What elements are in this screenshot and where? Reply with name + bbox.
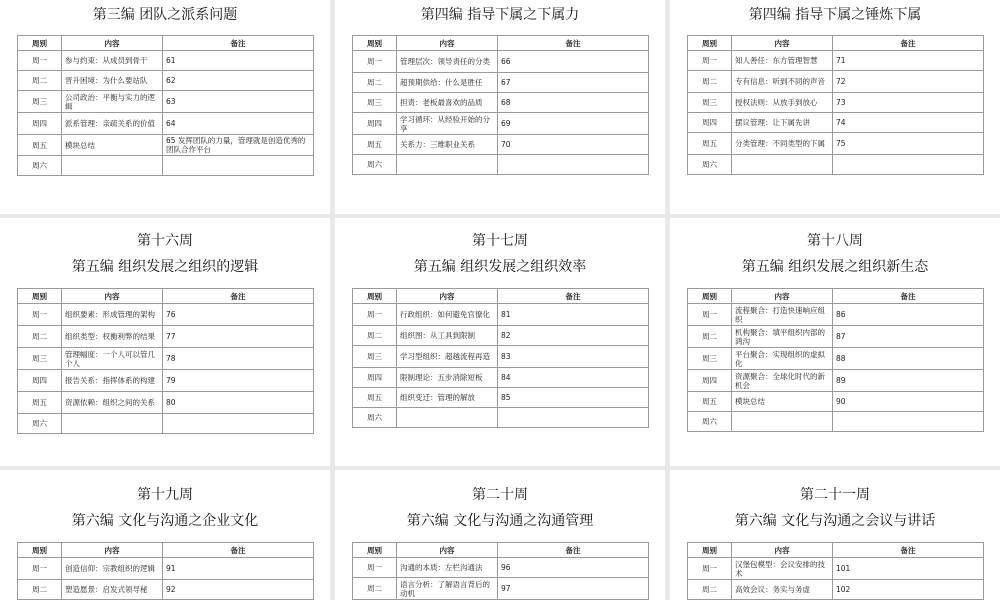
card-title: 第五编 组织发展之组织新生态 bbox=[741, 259, 929, 275]
table-row bbox=[353, 304, 649, 326]
header-note: 备注 bbox=[498, 289, 649, 304]
note-cell: 78 bbox=[163, 348, 314, 370]
note-cell: 64 bbox=[163, 113, 314, 135]
table-header-row bbox=[353, 36, 649, 51]
content-cell: 高效会议：务实与务虚 bbox=[732, 580, 833, 600]
content-cell: 专有信息：听到不同的声音 bbox=[732, 71, 833, 93]
header-content: 内容 bbox=[62, 543, 163, 558]
table-row bbox=[353, 73, 649, 93]
day-cell: 周二 bbox=[353, 578, 397, 600]
table-row bbox=[353, 408, 649, 428]
content-cell: 模块总结 bbox=[62, 135, 163, 156]
note-cell: 76 bbox=[163, 304, 314, 326]
table-row bbox=[353, 326, 649, 346]
table-row bbox=[18, 135, 314, 156]
content-cell: 担责：老板最喜欢的品质 bbox=[397, 93, 498, 113]
day-cell: 周一 bbox=[18, 51, 62, 71]
note-cell: 96 bbox=[498, 558, 649, 578]
header-note: 备注 bbox=[833, 36, 984, 51]
table-row bbox=[18, 51, 314, 71]
day-cell: 周三 bbox=[688, 93, 732, 113]
card-title: 第三编 团队之派系问题 bbox=[92, 7, 238, 23]
content-cell: 管理幅度：一个人可以管几个人 bbox=[62, 348, 163, 370]
table-row bbox=[18, 71, 314, 91]
table-row bbox=[18, 304, 314, 326]
day-cell: 周二 bbox=[353, 73, 397, 93]
content-cell: 资源聚合：全球化时代的新机会 bbox=[732, 370, 833, 392]
header-content: 内容 bbox=[732, 543, 833, 558]
day-cell: 周二 bbox=[688, 71, 732, 93]
content-cell: 资源依赖：组织之间的关系 bbox=[62, 392, 163, 414]
note-cell: 62 bbox=[163, 71, 314, 91]
card-title: 第四编 指导下属之锤炼下属 bbox=[748, 7, 922, 23]
table-row bbox=[18, 392, 314, 414]
day-cell: 周一 bbox=[688, 51, 732, 71]
header-day: 周别 bbox=[353, 289, 397, 304]
schedule-table bbox=[687, 288, 984, 432]
day-cell: 周三 bbox=[18, 348, 62, 370]
table-row bbox=[688, 304, 984, 326]
note-cell: 90 bbox=[833, 392, 984, 412]
day-cell: 周六 bbox=[688, 155, 732, 175]
day-cell: 周二 bbox=[688, 326, 732, 348]
note-cell: 89 bbox=[833, 370, 984, 392]
day-cell: 周二 bbox=[18, 326, 62, 348]
day-cell: 周六 bbox=[688, 412, 732, 432]
header-day: 周别 bbox=[353, 543, 397, 558]
day-cell: 周五 bbox=[353, 388, 397, 408]
note-cell: 66 bbox=[498, 51, 649, 73]
card-title: 第五编 组织发展之组织的逻辑 bbox=[71, 259, 259, 275]
table-row bbox=[688, 412, 984, 432]
day-cell: 周一 bbox=[18, 304, 62, 326]
table-header-row bbox=[353, 289, 649, 304]
content-cell: 管理层次：领导责任的分类 bbox=[397, 51, 498, 73]
note-cell: 71 bbox=[833, 51, 984, 71]
table-row bbox=[688, 580, 984, 600]
header-note: 备注 bbox=[498, 543, 649, 558]
header-day: 周别 bbox=[688, 289, 732, 304]
day-cell: 周六 bbox=[18, 156, 62, 176]
header-note: 备注 bbox=[833, 543, 984, 558]
schedule-table bbox=[352, 542, 649, 600]
day-cell: 周四 bbox=[353, 368, 397, 388]
content-cell: 沟通的本质：左栏沟通法 bbox=[397, 558, 498, 578]
schedule-card bbox=[670, 0, 1000, 214]
header-content: 内容 bbox=[62, 289, 163, 304]
schedule-table bbox=[687, 35, 984, 175]
table-row bbox=[688, 155, 984, 175]
note-cell: 86 bbox=[833, 304, 984, 326]
content-cell: 知人善任：东方管理智慧 bbox=[732, 51, 833, 71]
note-cell: 91 bbox=[163, 558, 314, 580]
table-row bbox=[353, 346, 649, 368]
note-cell: 81 bbox=[498, 304, 649, 326]
schedule-card bbox=[670, 470, 1000, 600]
note-cell: 65 发挥团队的力量，管理就是创造优秀的团队合作平台 bbox=[163, 135, 314, 156]
content-cell: 晋升困境：为什么要站队 bbox=[62, 71, 163, 91]
day-cell: 周一 bbox=[353, 51, 397, 73]
table-row bbox=[688, 558, 984, 580]
content-cell: 模块总结 bbox=[732, 392, 833, 412]
table-header-row bbox=[688, 543, 984, 558]
content-cell: 创造信仰：宗教组织的逻辑 bbox=[62, 558, 163, 580]
card-title: 第六编 文化与沟通之企业文化 bbox=[71, 513, 259, 529]
table-row bbox=[353, 368, 649, 388]
content-cell: 关系力：三维职业关系 bbox=[397, 135, 498, 155]
table-row bbox=[353, 388, 649, 408]
note-cell: 72 bbox=[833, 71, 984, 93]
day-cell: 周五 bbox=[353, 135, 397, 155]
card-title: 第五编 组织发展之组织效率 bbox=[413, 259, 587, 275]
note-cell bbox=[833, 412, 984, 432]
table-row bbox=[353, 51, 649, 73]
note-cell bbox=[498, 408, 649, 428]
header-note: 备注 bbox=[163, 543, 314, 558]
schedule-table bbox=[17, 542, 314, 600]
note-cell: 79 bbox=[163, 370, 314, 392]
content-cell: 塑造愿景：启发式领导秘 bbox=[62, 580, 163, 600]
day-cell: 周一 bbox=[353, 304, 397, 326]
header-note: 备注 bbox=[163, 289, 314, 304]
table-row bbox=[18, 558, 314, 580]
content-cell bbox=[62, 156, 163, 176]
table-row bbox=[353, 135, 649, 155]
table-row bbox=[18, 326, 314, 348]
table-row bbox=[353, 155, 649, 175]
table-header-row bbox=[688, 289, 984, 304]
table-row bbox=[18, 580, 314, 600]
week-heading: 第十八周 bbox=[807, 233, 863, 249]
note-cell bbox=[498, 155, 649, 175]
note-cell: 70 bbox=[498, 135, 649, 155]
schedule-card bbox=[0, 218, 330, 466]
day-cell: 周一 bbox=[688, 304, 732, 326]
day-cell: 周四 bbox=[688, 113, 732, 133]
content-cell: 学习循环：从经验开始的分享 bbox=[397, 113, 498, 135]
table-row bbox=[688, 93, 984, 113]
header-note: 备注 bbox=[833, 289, 984, 304]
table-row bbox=[18, 348, 314, 370]
day-cell: 周三 bbox=[688, 348, 732, 370]
header-day: 周别 bbox=[688, 36, 732, 51]
table-row bbox=[688, 113, 984, 133]
note-cell: 82 bbox=[498, 326, 649, 346]
schedule-table bbox=[17, 288, 314, 434]
content-cell: 组织变迁：管理的解放 bbox=[397, 388, 498, 408]
content-cell: 汉堡包模型：会议安排的技术 bbox=[732, 558, 833, 580]
content-cell bbox=[62, 414, 163, 434]
table-row bbox=[688, 71, 984, 93]
header-day: 周别 bbox=[18, 36, 62, 51]
schedule-card bbox=[670, 218, 1000, 466]
card-title: 第四编 指导下属之下属力 bbox=[420, 7, 580, 23]
content-cell: 语言分析：了解语言背后的动机 bbox=[397, 578, 498, 600]
content-cell: 公司政治：平衡与实力的逻辑 bbox=[62, 91, 163, 113]
note-cell: 68 bbox=[498, 93, 649, 113]
day-cell: 周二 bbox=[688, 580, 732, 600]
content-cell: 组织要素：形成管理的架构 bbox=[62, 304, 163, 326]
schedule-table bbox=[352, 35, 649, 175]
note-cell: 77 bbox=[163, 326, 314, 348]
content-cell: 机构聚合：填平组织内部的鸿沟 bbox=[732, 326, 833, 348]
table-header-row bbox=[18, 289, 314, 304]
week-heading: 第二十一周 bbox=[800, 487, 870, 503]
content-cell: 分类管理：不同类型的下属 bbox=[732, 133, 833, 155]
content-cell: 派系管理：亲疏关系的价值 bbox=[62, 113, 163, 135]
day-cell: 周二 bbox=[353, 326, 397, 346]
content-cell: 流程聚合：打造快速响应组织 bbox=[732, 304, 833, 326]
schedule-card bbox=[0, 470, 330, 600]
schedule-card bbox=[0, 0, 330, 214]
day-cell: 周五 bbox=[18, 392, 62, 414]
day-cell: 周五 bbox=[688, 392, 732, 412]
day-cell: 周三 bbox=[353, 346, 397, 368]
header-content: 内容 bbox=[397, 543, 498, 558]
header-content: 内容 bbox=[397, 36, 498, 51]
header-note: 备注 bbox=[498, 36, 649, 51]
table-row bbox=[688, 370, 984, 392]
table-row bbox=[353, 578, 649, 600]
week-heading: 第十六周 bbox=[137, 233, 193, 249]
content-cell: 组织图：从工具到限制 bbox=[397, 326, 498, 346]
note-cell: 102 bbox=[833, 580, 984, 600]
note-cell: 92 bbox=[163, 580, 314, 600]
schedule-table bbox=[687, 542, 984, 600]
table-header-row bbox=[688, 36, 984, 51]
table-row bbox=[688, 51, 984, 71]
note-cell: 75 bbox=[833, 133, 984, 155]
content-cell: 学习型组织：超越流程再造 bbox=[397, 346, 498, 368]
content-cell bbox=[397, 408, 498, 428]
day-cell: 周四 bbox=[353, 113, 397, 135]
table-header-row bbox=[353, 543, 649, 558]
header-day: 周别 bbox=[688, 543, 732, 558]
content-cell: 限制理论：五步消除短板 bbox=[397, 368, 498, 388]
header-day: 周别 bbox=[18, 289, 62, 304]
table-row bbox=[353, 93, 649, 113]
day-cell: 周二 bbox=[18, 580, 62, 600]
header-day: 周别 bbox=[18, 543, 62, 558]
card-title: 第六编 文化与沟通之沟通管理 bbox=[406, 513, 594, 529]
schedule-card bbox=[335, 470, 665, 600]
content-cell: 参与约束：从成员到骨干 bbox=[62, 51, 163, 71]
note-cell bbox=[833, 155, 984, 175]
table-row bbox=[688, 326, 984, 348]
table-row bbox=[18, 113, 314, 135]
day-cell: 周三 bbox=[18, 91, 62, 113]
table-row bbox=[18, 91, 314, 113]
note-cell: 83 bbox=[498, 346, 649, 368]
table-row bbox=[18, 156, 314, 176]
content-cell: 平台聚合：实现组织的虚拟化 bbox=[732, 348, 833, 370]
header-content: 内容 bbox=[397, 289, 498, 304]
day-cell: 周四 bbox=[688, 370, 732, 392]
note-cell: 69 bbox=[498, 113, 649, 135]
week-heading: 第二十周 bbox=[472, 487, 528, 503]
note-cell: 87 bbox=[833, 326, 984, 348]
table-row bbox=[688, 348, 984, 370]
note-cell: 61 bbox=[163, 51, 314, 71]
day-cell: 周四 bbox=[18, 370, 62, 392]
note-cell: 101 bbox=[833, 558, 984, 580]
note-cell: 85 bbox=[498, 388, 649, 408]
content-cell: 报告关系：指挥体系的构建 bbox=[62, 370, 163, 392]
content-cell bbox=[732, 155, 833, 175]
day-cell: 周六 bbox=[18, 414, 62, 434]
note-cell bbox=[163, 414, 314, 434]
schedule-table bbox=[352, 288, 649, 428]
card-title: 第六编 文化与沟通之会议与讲话 bbox=[734, 513, 936, 529]
content-cell: 超预期供给：什么是胜任 bbox=[397, 73, 498, 93]
content-cell: 组织类型：权衡利弊的结果 bbox=[62, 326, 163, 348]
note-cell: 80 bbox=[163, 392, 314, 414]
table-row bbox=[18, 370, 314, 392]
day-cell: 周一 bbox=[353, 558, 397, 578]
content-cell: 授权法则：从放手到放心 bbox=[732, 93, 833, 113]
header-note: 备注 bbox=[163, 36, 314, 51]
note-cell: 84 bbox=[498, 368, 649, 388]
day-cell: 周五 bbox=[688, 133, 732, 155]
content-cell: 摆议管理：让下属先讲 bbox=[732, 113, 833, 133]
table-row bbox=[688, 133, 984, 155]
week-heading: 第十七周 bbox=[472, 233, 528, 249]
table-row bbox=[353, 113, 649, 135]
table-row bbox=[18, 414, 314, 434]
note-cell: 73 bbox=[833, 93, 984, 113]
note-cell: 63 bbox=[163, 91, 314, 113]
day-cell: 周二 bbox=[18, 71, 62, 91]
day-cell: 周三 bbox=[353, 93, 397, 113]
day-cell: 周五 bbox=[18, 135, 62, 156]
content-cell bbox=[397, 155, 498, 175]
table-header-row bbox=[18, 543, 314, 558]
schedule-card bbox=[335, 218, 665, 466]
table-header-row bbox=[18, 36, 314, 51]
day-cell: 周四 bbox=[18, 113, 62, 135]
header-content: 内容 bbox=[732, 36, 833, 51]
schedule-card bbox=[335, 0, 665, 214]
header-content: 内容 bbox=[732, 289, 833, 304]
content-cell bbox=[732, 412, 833, 432]
note-cell: 88 bbox=[833, 348, 984, 370]
note-cell: 97 bbox=[498, 578, 649, 600]
table-row bbox=[353, 558, 649, 578]
day-cell: 周一 bbox=[688, 558, 732, 580]
table-row bbox=[688, 392, 984, 412]
week-heading: 第十九周 bbox=[137, 487, 193, 503]
note-cell: 74 bbox=[833, 113, 984, 133]
schedule-table bbox=[17, 35, 314, 176]
note-cell bbox=[163, 156, 314, 176]
header-content: 内容 bbox=[62, 36, 163, 51]
day-cell: 周六 bbox=[353, 155, 397, 175]
content-cell: 行政组织：如何避免官僚化 bbox=[397, 304, 498, 326]
day-cell: 周一 bbox=[18, 558, 62, 580]
day-cell: 周六 bbox=[353, 408, 397, 428]
note-cell: 67 bbox=[498, 73, 649, 93]
header-day: 周别 bbox=[353, 36, 397, 51]
